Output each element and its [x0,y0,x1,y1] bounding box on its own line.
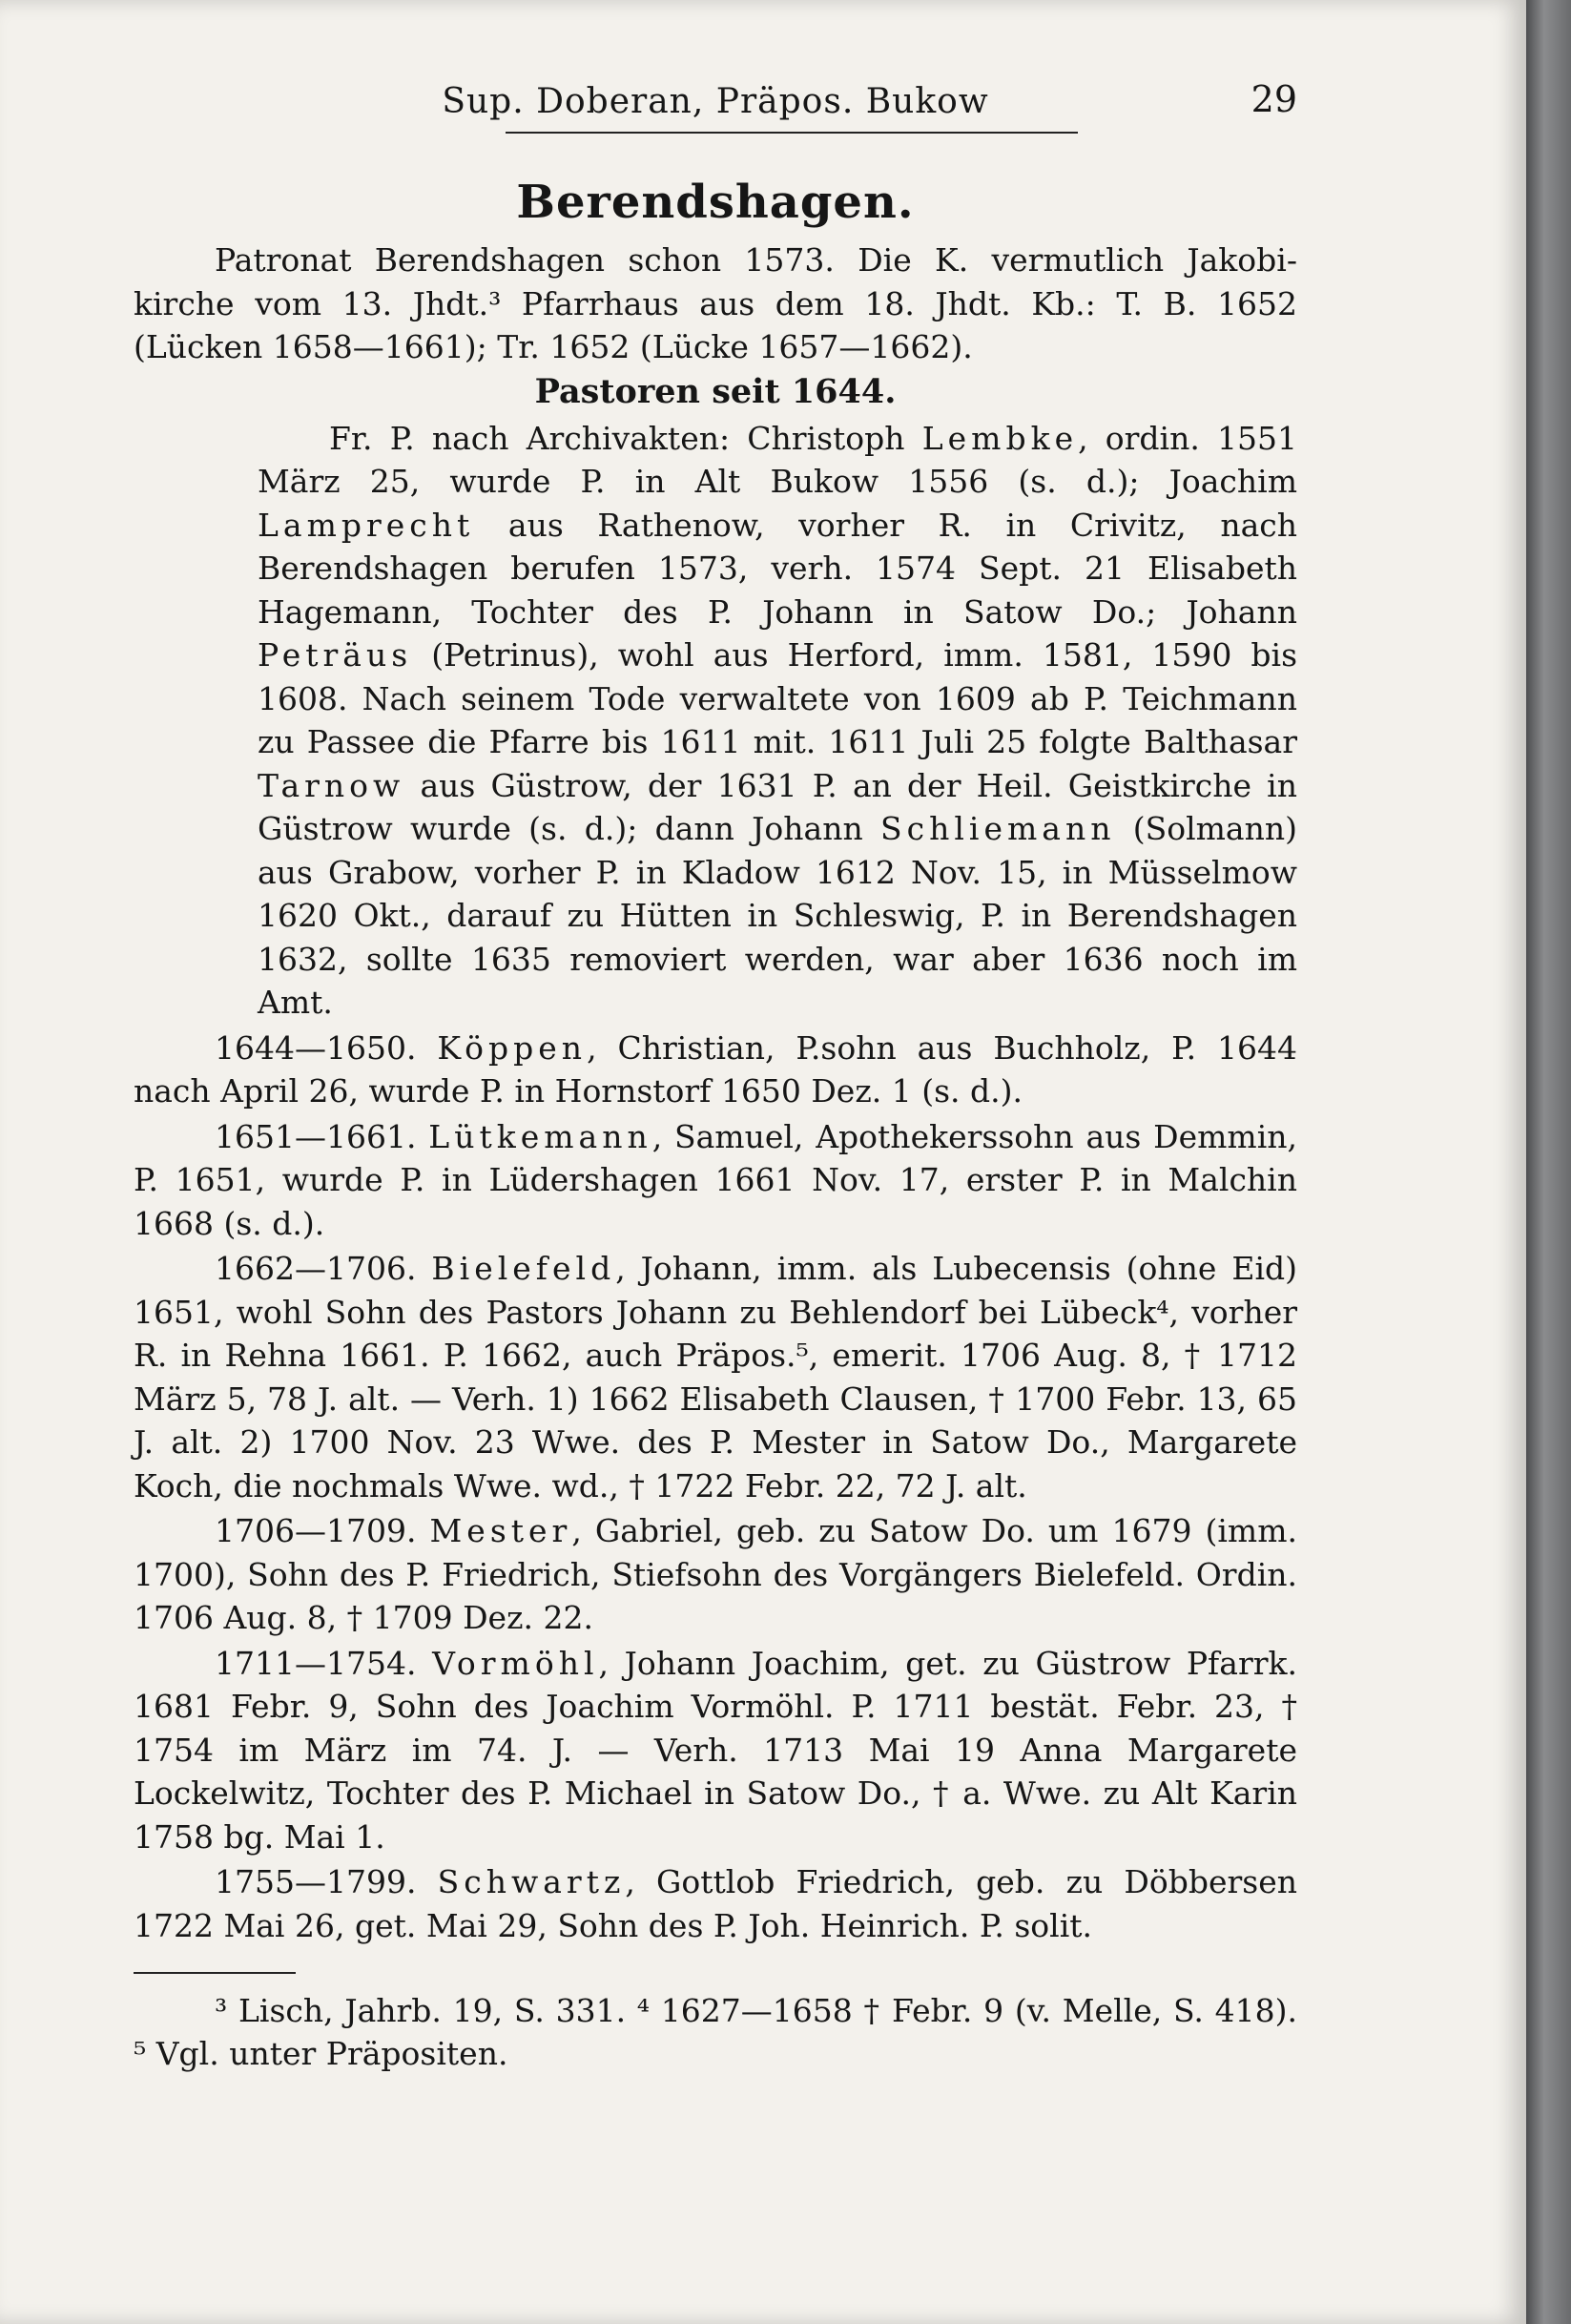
pastor-name: Schwartz [437,1863,626,1900]
name-lembke: Lembke [921,419,1079,457]
pastor-years: 1711—1754. [215,1644,417,1682]
pastor-name: Lütkemann [428,1117,652,1155]
pastor-entry [134,1509,1297,1640]
intro-paragraph: Patronat Berendshagen schon 1573. Die K. vermutlich Jakobi-kirche vom 13. Jhdt.³ Pfarrhaus aus dem 18. Jhdt. Kb.: T. B. 1652 (Lücken 1658—1661); Tr. 1652 (Lücke 1657—1662). [134,241,1297,365]
early-text-4: (Petrinus), wohl aus Herford, imm. 1581, 1590 bis 1608. Nach seinem Tode verwaltete von 1609 ab P. Teichmann zu Passee die Pfarre bis 1611 mit. 1611 Juli 25 folgte Balthasar [258,636,1298,760]
pastor-text: , Samuel, Apothekerssohn aus Demmin, P. 1651, wurde P. in Lüdershagen 1661 Nov. 17, erster P. in Malchin 1668 (s. d.). [134,1117,1297,1242]
pastor-text: , Johann, imm. als Lubecensis (ohne Eid) 1651, wohl Sohn des Pastors Johann zu Behlendorf bei Lübeck⁴, vorher R. in Rehna 1661. P. 1662, auch Präpos.⁵, emerit. 1706 Aug. 8, † 1712 März 5, 78 J. alt. — Verh. 1) 1662 Elisabeth Clausen, † 1700 Febr. 13, 65 J. alt. 2) 1700 Nov. 23 Wwe. des P. Mester in Satow Do., Margarete Koch, die nochmals Wwe. wd., † 1722 Febr. 22, 72 J. alt. [134,1250,1297,1504]
pastor-name: Mester [429,1512,572,1549]
section-title: Berendshagen. [516,176,915,229]
name-schliemann: Schliemann [880,810,1116,847]
footnotes [134,1989,1297,2075]
early-text-1: Fr. P. nach Archivakten: Christoph [329,419,905,457]
early-text-3: aus Rathenow, vorher R. in Crivitz, nach Berendshagen berufen 1573, verh. 1574 Sept. 21 Elisabeth Hagemann, Tochter des P. Johann in Satow Do.; Johann [258,506,1297,631]
header-rule [506,132,1078,134]
pastor-entry [134,1642,1297,1859]
early-text-6: (Solmann) aus Grabow, vorher P. in Kladow 1612 Nov. 15, in Müsselmow 1620 Okt., darauf zu Hütten in Schleswig, P. in Berendshagen 1632, sollte 1635 removiert werden, war aber 1636 noch im Amt. [258,810,1297,1021]
name-lamprecht: Lamprecht [258,506,475,544]
name-petraeus: Peträus [258,636,413,674]
pastor-text: , Gabriel, geb. zu Satow Do. um 1679 (imm. 1700), Sohn des P. Friedrich, Stiefsohn des Vorgängers Bielefeld. Ordin. 1706 Aug. 8, † 1709 Dez. 22. [134,1512,1297,1636]
pastor-name: Vormöhl [432,1644,599,1682]
pastor-years: 1755—1799. [215,1863,417,1900]
early-text-2: , ordin. 1551 März 25, wurde P. in Alt Bukow 1556 (s. d.); Joachim [258,419,1297,500]
pastor-years: 1662—1706. [215,1250,417,1287]
pastor-text: , Gottlob Friedrich, geb. zu Döbbersen 1722 Mai 26, get. Mai 29, Sohn des P. Joh. Heinrich. P. solit. [134,1863,1297,1944]
running-head-title: Sup. Doberan, Präpos. Bukow [442,82,989,121]
pastor-years: 1651—1661. [215,1117,417,1155]
pastor-years: 1644—1650. [215,1028,417,1067]
pastor-text: , Christian, P.sohn aus Buchholz, P. 1644 nach April 26, wurde P. in Hornstorf 1650 Dez. 1 (s. d.). [134,1028,1297,1110]
pastor-name: Bielefeld [431,1250,616,1287]
pastor-entry [134,1115,1297,1246]
pastors-subtitle: Pastoren seit 1644. [534,371,897,411]
early-pastors-paragraph [258,417,1297,1025]
footnote-text: ³ Lisch, Jahrb. 19, S. 331. ⁴ 1627—1658 † Febr. 9 (v. Melle, S. 418). ⁵ Vgl. unter Präpositen. [134,1992,1297,2072]
early-pastors-block [258,417,1297,1025]
pastor-name: Köppen [437,1028,588,1067]
pastor-years: 1706—1709. [215,1512,417,1549]
page-edge-shadow [1526,0,1571,2324]
footnote-rule [134,1972,296,1974]
pastor-entry [134,1247,1297,1507]
name-tarnow: Tarnow [258,766,405,804]
running-head [134,74,1297,132]
pastor-entry [134,1860,1297,1947]
early-text-5: aus Güstrow, der 1631 P. an der Heil. Geistkirche in Güstrow wurde (s. d.); dann Johann [258,766,1297,847]
page-number: 29 [1251,78,1297,120]
pastor-text: , Johann Joachim, get. zu Güstrow Pfarrk. 1681 Febr. 9, Sohn des Joachim Vormöhl. P. 1711 bestät. Febr. 23, † 1754 im März im 74. J. — Verh. 1713 Mai 19 Anna Margarete Lockelwitz, Tochter des P. Michael in Satow Do., † a. Wwe. zu Alt Karin 1758 bg. Mai 1. [134,1644,1297,1856]
page-content [134,172,1297,2075]
pastor-entry [134,1027,1297,1113]
